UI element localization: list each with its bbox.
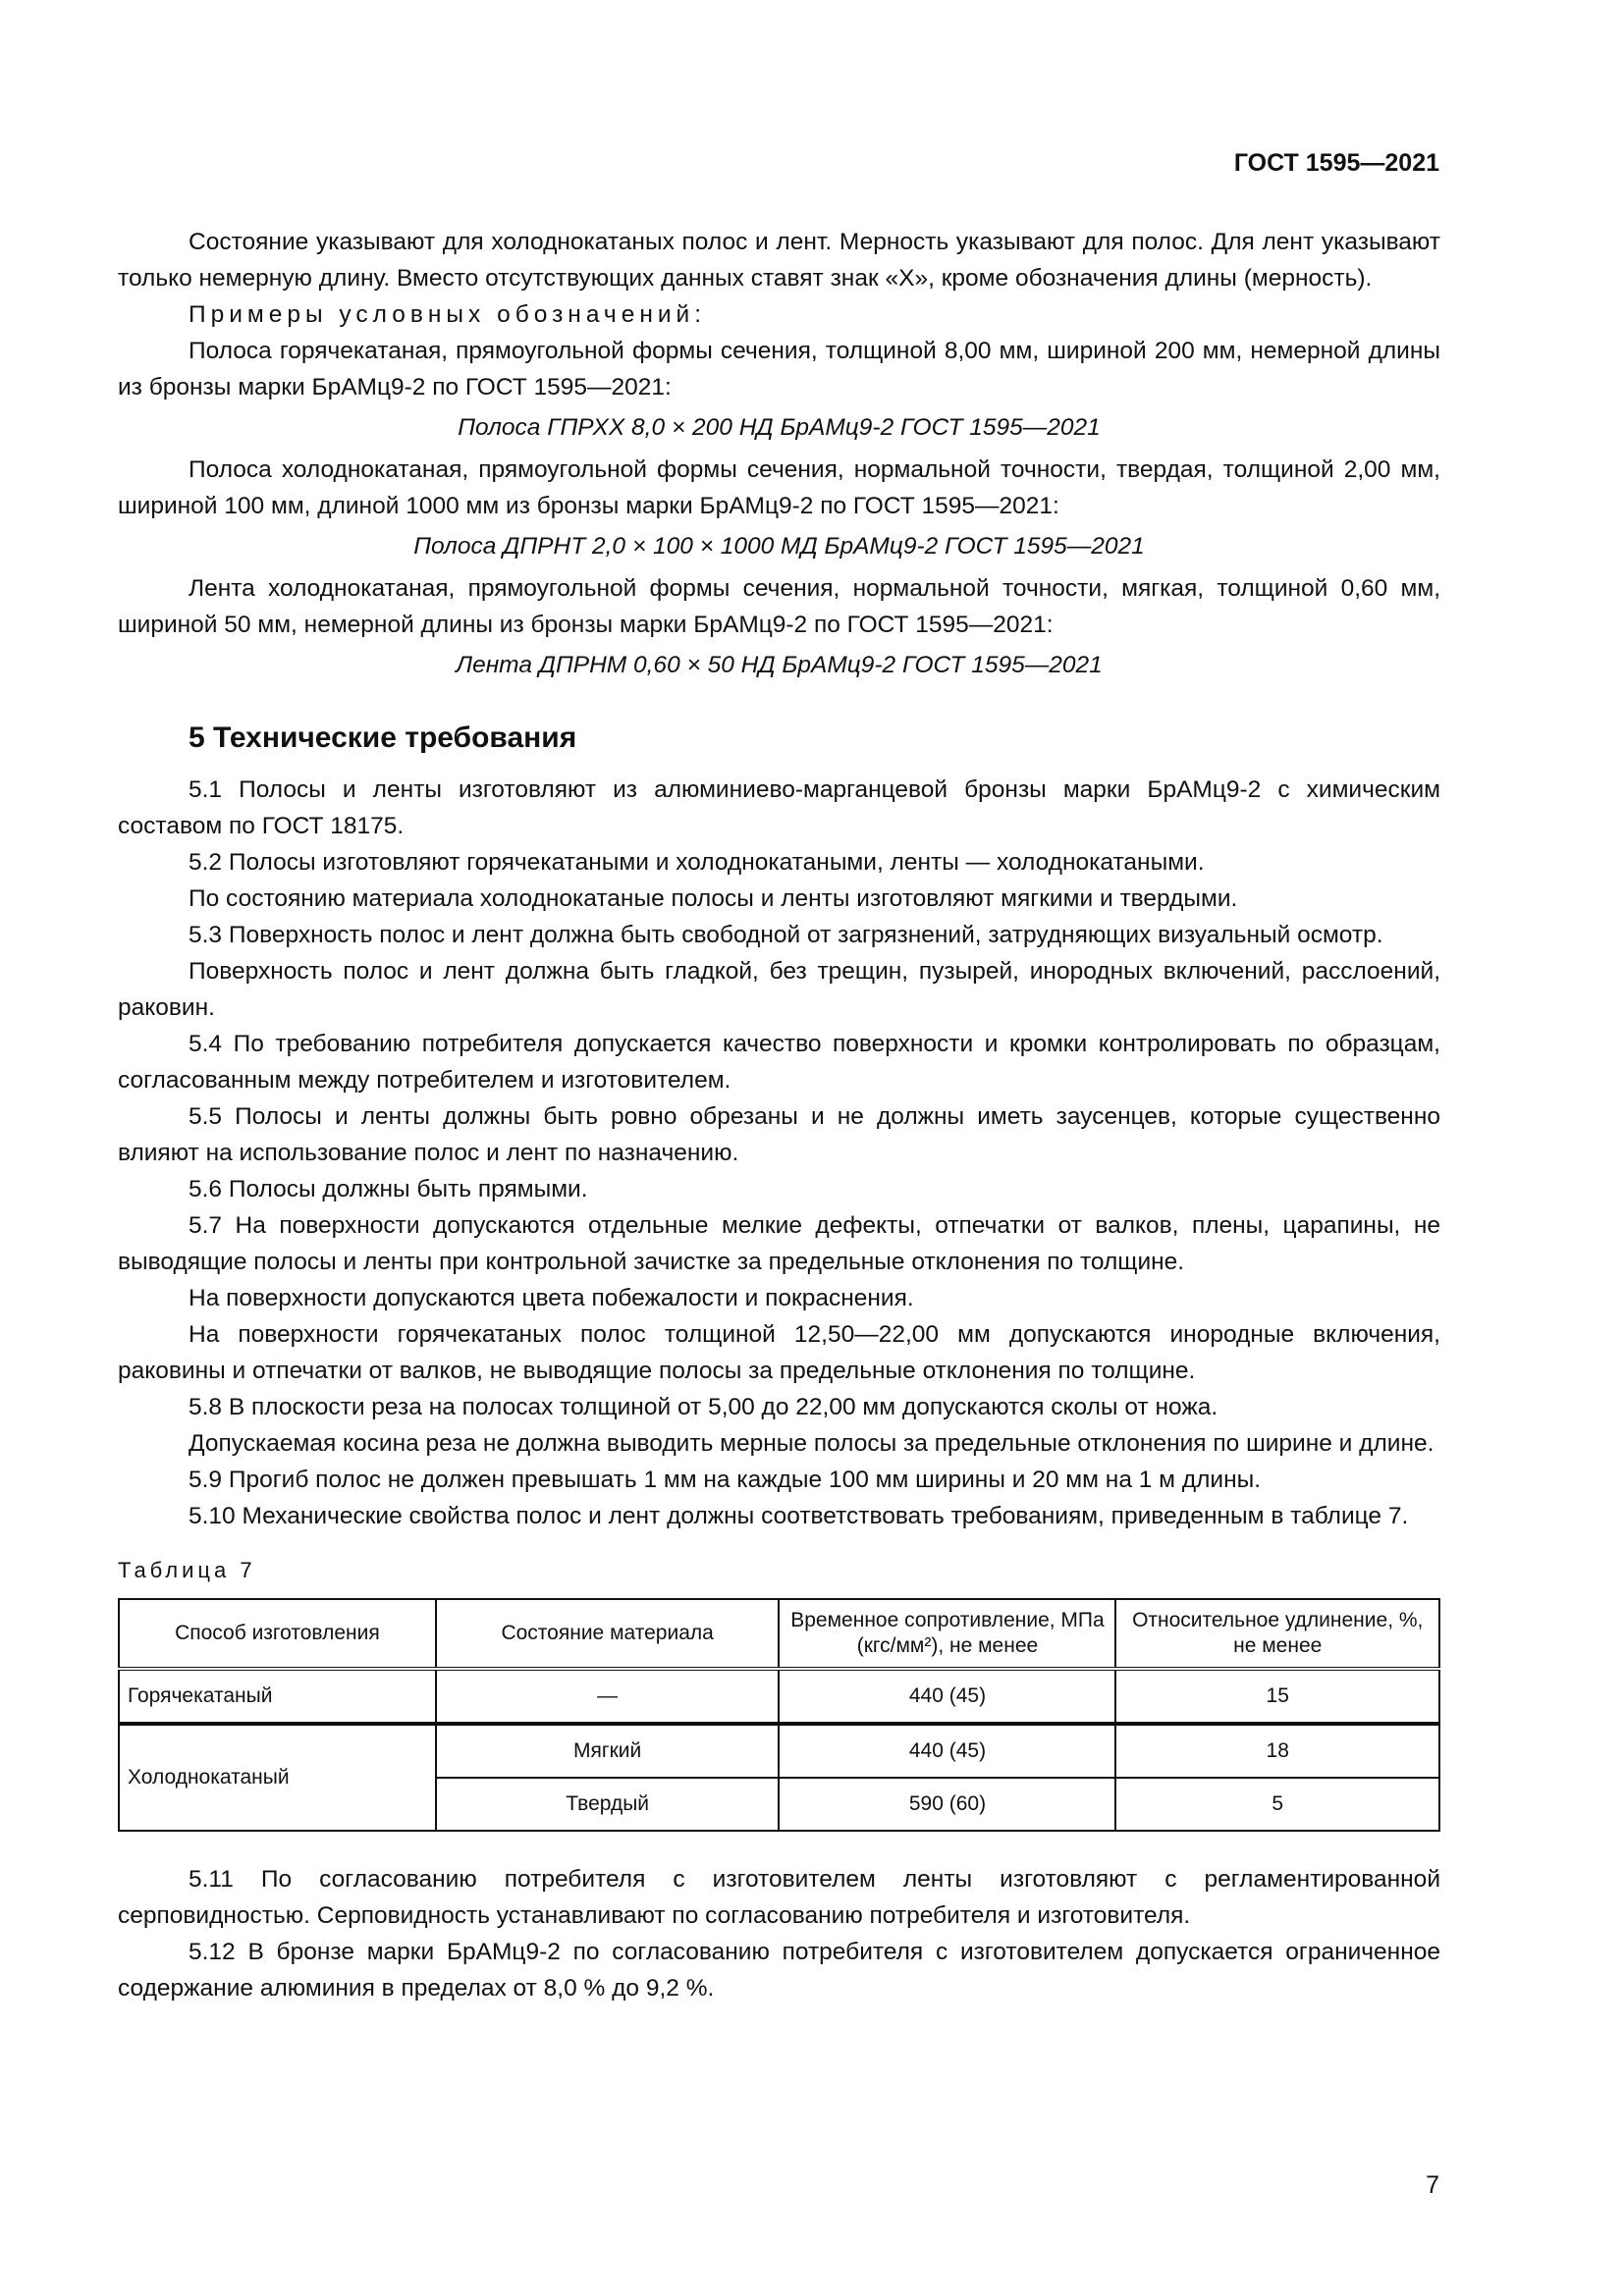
paragraph: 5.9 Прогиб полос не должен превышать 1 мм на каждые 100 мм ширины и 20 мм на 1 м длины. [189, 1467, 1262, 1493]
column-header: Способ изготовления [119, 1599, 436, 1669]
cell-method: Холоднокатаный [119, 1724, 436, 1831]
paragraph: 5.11 По согласованию потребителя с изготовителем ленты изготовляют с регламентированной серповидностью. Серповидность устанавливают по согласованию потребителя и изготовителя. [118, 1866, 1440, 1929]
page-body [118, 224, 1440, 2006]
column-header: Относительное удлинение, %, не менее [1115, 1599, 1439, 1669]
document-code-header: ГОСТ 1595—2021 [1233, 149, 1439, 177]
page-number: 7 [1426, 2171, 1439, 2199]
cell-elongation: 5 [1115, 1778, 1439, 1831]
cell-state: Твердый [436, 1778, 780, 1831]
table-row [119, 1724, 1439, 1778]
cell-state: Мягкий [436, 1724, 780, 1778]
paragraph: Полоса горячекатаная, прямоугольной формы сечения, толщиной 8,00 мм, шириной 200 мм, немерной длины из бронзы марки БрАМц9-2 по ГОСТ 1595—2021: [118, 338, 1440, 400]
paragraph: Состояние указывают для холоднокатаных полос и лент. Мерность указывают для полос. Для лент указывают только немерную длину. Вместо отсутствующих данных ставят знак «Х», кроме обозначения длины (мерность). [118, 229, 1440, 292]
paragraph: Поверхность полос и лент должна быть гладкой, без трещин, пузырей, инородных включений, расслоений, раковин. [118, 958, 1440, 1021]
paragraph: Допускаемая косина реза не должна выводить мерные полосы за предельные отклонения по ширине и длине. [189, 1430, 1435, 1457]
paragraph: Полоса холоднокатаная, прямоугольной формы сечения, нормальной точности, твердая, толщиной 2,00 мм, шириной 100 мм, длиной 1000 мм из бронзы марки БрАМц9-2 по ГОСТ 1595—2021: [118, 456, 1440, 519]
table-row [119, 1669, 1439, 1724]
cell-strength: 590 (60) [779, 1778, 1115, 1831]
paragraph: 5.4 По требованию потребителя допускается качество поверхности и кромки контролировать по образцам, согласованным между потребителем и изготовителем. [118, 1031, 1440, 1094]
paragraph: Лента холоднокатаная, прямоугольной формы сечения, нормальной точности, мягкая, толщиной 0,60 мм, шириной 50 мм, немерной длины из бронзы марки БрАМц9-2 по ГОСТ 1595—2021: [118, 575, 1440, 638]
cell-elongation: 15 [1115, 1669, 1439, 1724]
column-header: Состояние материала [436, 1599, 780, 1669]
paragraph: 5.1 Полосы и ленты изготовляют из алюминиево-марганцевой бронзы марки БрАМц9-2 с химическим составом по ГОСТ 18175. [118, 776, 1440, 839]
paragraph: По состоянию материала холоднокатаные полосы и ленты изготовляют мягкими и твердыми. [189, 885, 1238, 912]
paragraph: На поверхности допускаются цвета побежалости и покраснения. [189, 1285, 914, 1311]
cell-strength: 440 (45) [779, 1724, 1115, 1778]
table-header-row [119, 1599, 1439, 1669]
paragraph: 5.6 Полосы должны быть прямыми. [189, 1176, 588, 1202]
examples-title: Примеры условных обозначений: [189, 301, 707, 328]
table-7 [118, 1598, 1440, 1832]
cell-method: Горячекатаный [119, 1669, 436, 1724]
paragraph: 5.10 Механические свойства полос и лент должны соответствовать требованиям, приведенным в таблице 7. [189, 1503, 1409, 1529]
paragraph: На поверхности горячекатаных полос толщиной 12,50—22,00 мм допускаются инородные включения, раковины и отпечатки от валков, не выводящие полосы за предельные отклонения по толщине. [118, 1321, 1440, 1384]
cell-elongation: 18 [1115, 1724, 1439, 1778]
paragraph: 5.2 Полосы изготовляют горячекатаными и холоднокатаными, ленты — холоднокатаными. [189, 849, 1205, 876]
table-caption: Таблица 7 [118, 1558, 256, 1582]
paragraph: 5.5 Полосы и ленты должны быть ровно обрезаны и не должны иметь заусенцев, которые существенно влияют на использование полос и лент по назначению. [118, 1103, 1440, 1166]
column-header: Временное сопротивление, МПа (кгс/мм²), не менее [779, 1599, 1115, 1669]
paragraph: 5.7 На поверхности допускаются отдельные мелкие дефекты, отпечатки от валков, плены, царапины, не выводящие полосы и ленты при контрольной зачистке за предельные отклонения по толщине. [118, 1212, 1440, 1275]
cell-strength: 440 (45) [779, 1669, 1115, 1724]
section-heading: 5 Технические требования [189, 721, 577, 754]
paragraph: 5.3 Поверхность полос и лент должна быть свободной от загрязнений, затрудняющих визуальный осмотр. [189, 922, 1383, 948]
designation-example: Лента ДПРНМ 0,60 × 50 НД БрАМц9-2 ГОСТ 1595—2021 [456, 652, 1103, 678]
designation-example: Полоса ГПРХХ 8,0 × 200 НД БрАМц9-2 ГОСТ 1595—2021 [458, 414, 1101, 441]
designation-example: Полоса ДПРНТ 2,0 × 100 × 1000 МД БрАМц9-2 ГОСТ 1595—2021 [413, 533, 1145, 560]
paragraph: 5.12 В бронзе марки БрАМц9-2 по согласованию потребителя с изготовителем допускается ограниченное содержание алюминия в пределах от 8,0 % до 9,2 %. [118, 1939, 1440, 2002]
paragraph: 5.8 В плоскости реза на полосах толщиной от 5,00 до 22,00 мм допускаются сколы от ножа. [189, 1394, 1218, 1420]
cell-state: — [436, 1669, 780, 1724]
